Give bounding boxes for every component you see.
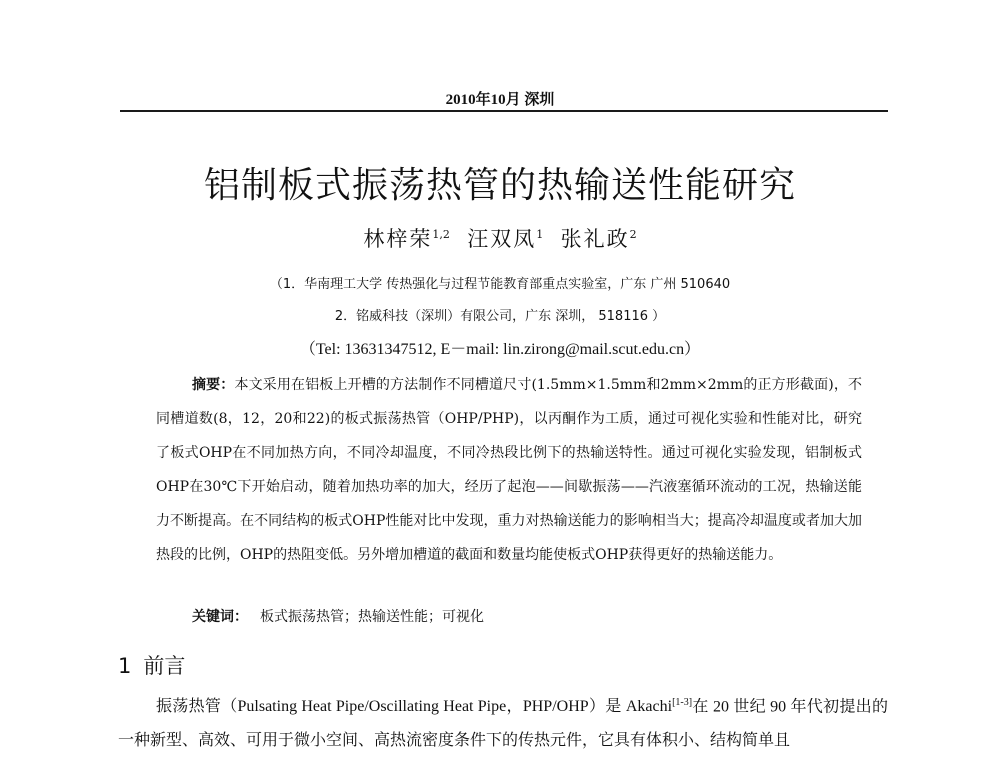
running-header: 2010年10月 深圳 <box>445 92 555 108</box>
affiliation-2: 2．铭威科技（深圳）有限公司，广东 深圳， 518116 ） <box>334 309 666 324</box>
header-rule <box>120 110 888 112</box>
author-name: 林梓荣 <box>363 227 433 251</box>
contact-info: （Tel: 13631347512, E－mail: lin.zirong@mail.scut.edu.cn） <box>299 341 701 358</box>
section-number: 1 <box>118 654 132 678</box>
affiliation-1: （1．华南理工大学 传热强化与过程节能教育部重点实验室，广东 广州 510640 <box>269 277 731 292</box>
author-affiliation-mark: 2 <box>629 228 637 241</box>
paper-title: 铝制板式振荡热管的热输送性能研究 <box>203 165 796 206</box>
keywords <box>192 605 862 629</box>
body-text-continued: 在 20 世纪 90 年代初提出的一种新型、高效、可用于微小空间、高热流密度条件下的传热元件，它具有体积小、结构简单且 <box>118 698 888 750</box>
keywords-text: 板式振荡热管；热输送性能；可视化 <box>260 609 484 625</box>
author-affiliation-mark: 1 <box>536 228 544 241</box>
body-paragraph <box>118 686 888 758</box>
abstract-text: 本文采用在铝板上开槽的方法制作不同槽道尺寸(1.5mm×1.5mm和2mm×2mm的正方形截面)，不同槽道数(8，12，20和22)的板式振荡热管（OHP/PHP)，以丙酮作为工质，通过可视化实验和性能对比，研究了板式OHP在不同加热方向，不同冷却温度，不同冷热段比例下的热输送特性。通过可视化实验发现，铝制板式OHP在30℃下开始启动，随着加热功率的加大，经历了起泡——间歇振荡——汽液塞循环流动的工况，热输送能力不断提高。在不同结构的板式OHP性能对比中发现，重力对热输送能力的影响相当大；提高冷却温度或者加大加热段的比例，OHP的热阻变低。另外增加槽道的截面和数量均能使板式OHP获得更好的热输送能力。 <box>156 377 862 563</box>
keywords-label: 关键词： <box>192 609 248 625</box>
abstract-label: 摘要： <box>192 377 235 393</box>
section-title: 前言 <box>143 654 186 678</box>
section-heading <box>118 650 185 680</box>
citation-mark: [1-3] <box>672 697 693 708</box>
author-affiliation-mark: 1,2 <box>432 228 450 241</box>
author-name: 汪双凤 <box>467 227 537 251</box>
body-text-start: 振荡热管（Pulsating Heat Pipe/Oscillating Heat Pipe，PHP/OHP）是 Akachi <box>156 698 673 716</box>
abstract <box>156 368 862 572</box>
author-list <box>0 223 1000 253</box>
author-name: 张礼政 <box>560 227 630 251</box>
